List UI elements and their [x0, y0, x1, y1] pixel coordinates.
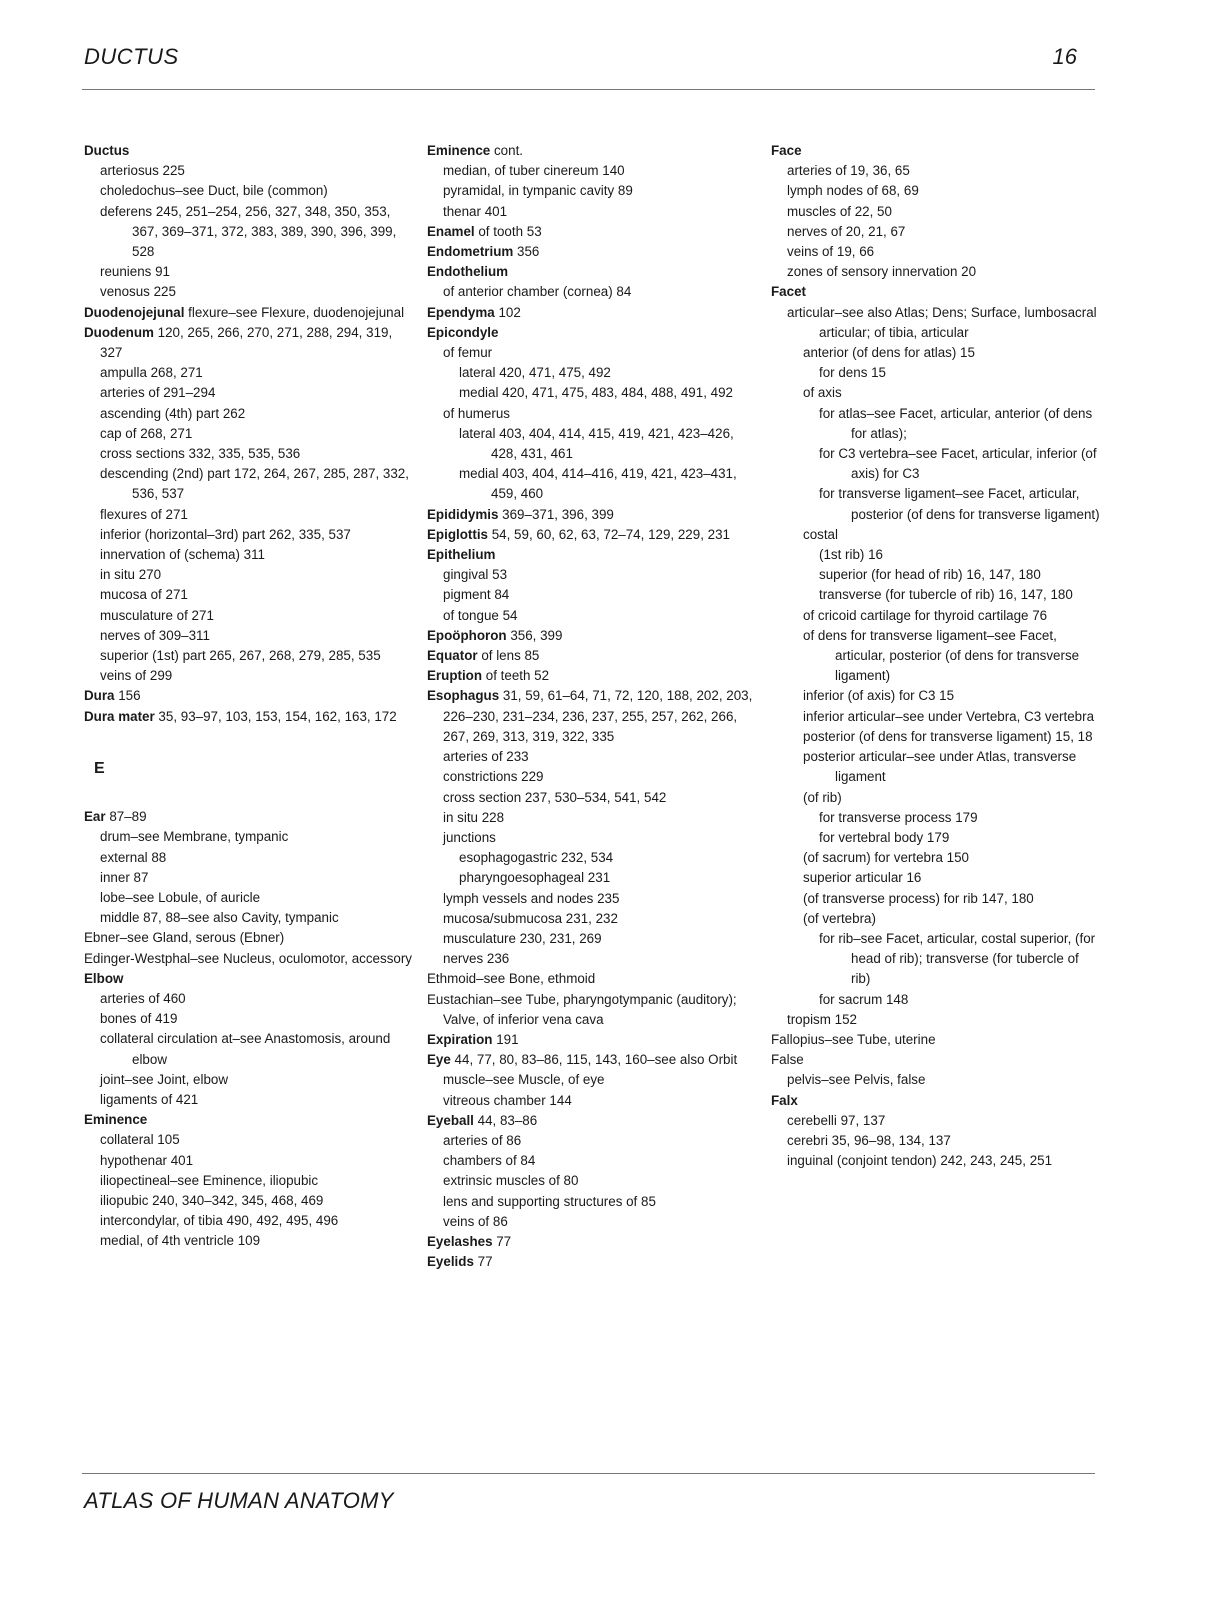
index-main-entry — [84, 969, 414, 989]
index-main-entry — [427, 1252, 762, 1272]
index-main-entry — [427, 242, 762, 262]
entry-headword: Eyelashes — [427, 1233, 493, 1249]
section-letter: E — [94, 759, 105, 777]
index-subentry: cap of 268, 271 — [100, 425, 193, 441]
entry-headword: Elbow — [84, 970, 124, 986]
index-subentry: lymph vessels and nodes 235 — [443, 890, 620, 906]
index-main-entry — [771, 1030, 1101, 1050]
entry-headword: Eruption — [427, 668, 483, 684]
index-subentry: veins of 19, 66 — [787, 244, 875, 260]
index-main-entry — [84, 928, 414, 948]
index-subentry: nerves 236 — [443, 951, 510, 967]
entry-headword: Ependyma — [427, 304, 495, 320]
index-subentry: cerebri 35, 96–98, 134, 137 — [787, 1132, 951, 1148]
index-subentry: medial 420, 471, 475, 483, 484, 488, 491, 492 — [459, 385, 733, 401]
index-subentry: (of rib) — [803, 789, 842, 805]
entry-locators: 356 — [513, 244, 540, 260]
index-subentry: medial 403, 404, 414–416, 419, 421, 423–431, 459, 460 — [459, 466, 737, 502]
index-subentry: for vertebral body 179 — [819, 829, 950, 845]
index-subentry: for C3 vertebra–see Facet, articular, inferior (of axis) for C3 — [819, 446, 1097, 482]
index-subentry: pelvis–see Pelvis, false — [787, 1072, 926, 1088]
page-number: 16 — [1052, 44, 1077, 69]
index-main-entry — [427, 1232, 762, 1252]
entry-locators: of lens 85 — [477, 648, 540, 664]
index-subentry: for atlas–see Facet, articular, anterior (of dens for atlas); — [819, 405, 1093, 441]
index-main-entry — [427, 686, 762, 747]
index-subentry: transverse (for tubercle of rib) 16, 147, 180 — [819, 587, 1073, 603]
index-subentry: musculature 230, 231, 269 — [443, 930, 602, 946]
entry-locators: Eustachian–see Tube, pharyngotympanic (auditory); Valve, of inferior vena cava — [427, 991, 737, 1027]
entry-headword: Enamel — [427, 223, 475, 239]
index-subentry: mucosa of 271 — [100, 587, 188, 603]
index-subentry: esophagogastric 232, 534 — [459, 850, 614, 866]
index-subentry: vitreous chamber 144 — [443, 1092, 572, 1108]
running-head: DUCTUS — [84, 44, 179, 69]
index-subentry: of tongue 54 — [443, 607, 518, 623]
entry-locators: 44, 77, 80, 83–86, 115, 143, 160–see also Orbit — [450, 1052, 738, 1068]
entry-locators: 44, 83–86 — [473, 1112, 538, 1128]
index-subentry: lens and supporting structures of 85 — [443, 1193, 656, 1209]
index-subentry: arteries of 19, 36, 65 — [787, 163, 910, 179]
index-subentry: iliopectineal–see Eminence, iliopubic — [100, 1172, 319, 1188]
entry-locators: 77 — [473, 1254, 493, 1270]
index-subentry: drum–see Membrane, tympanic — [100, 829, 289, 845]
index-subentry: posterior articular–see under Atlas, transverse ligament — [803, 749, 1077, 785]
index-subentry: tropism 152 — [787, 1011, 857, 1027]
entry-headword: Esophagus — [427, 688, 500, 704]
index-subentry: inferior (horizontal–3rd) part 262, 335, 537 — [100, 526, 351, 542]
index-subentry: innervation of (schema) 311 — [100, 547, 265, 563]
entry-headword: Eyelids — [427, 1254, 474, 1270]
footer-rule — [82, 1473, 1095, 1474]
entry-headword: Duodenojejunal — [84, 304, 185, 320]
index-subentry: for transverse ligament–see Facet, articular, posterior (of dens for transverse ligament) — [819, 486, 1100, 522]
index-subentry: (of sacrum) for vertebra 150 — [803, 850, 969, 866]
entry-headword: Equator — [427, 648, 478, 664]
entry-headword: Epithelium — [427, 547, 496, 563]
entry-locators: 369–371, 396, 399 — [498, 506, 614, 522]
index-subentry: (1st rib) 16 — [819, 547, 883, 563]
index-subentry: lobe–see Lobule, of auricle — [100, 889, 261, 905]
entry-headword: Expiration — [427, 1031, 493, 1047]
index-subentry: intercondylar, of tibia 490, 492, 495, 496 — [100, 1213, 339, 1229]
index-subentry: zones of sensory innervation 20 — [787, 264, 977, 280]
index-subentry: anterior (of dens for atlas) 15 — [803, 345, 975, 361]
entry-headword: Eminence — [84, 1112, 148, 1128]
index-subentry: in situ 228 — [443, 809, 505, 825]
entry-locators: 191 — [492, 1031, 519, 1047]
index-subentry: of humerus — [443, 405, 510, 421]
index-subentry: of femur — [443, 345, 493, 361]
entry-headword: Eminence — [427, 143, 491, 158]
index-subentry: ampulla 268, 271 — [100, 365, 203, 381]
index-column-1 — [84, 141, 414, 1252]
index-main-entry — [427, 262, 762, 282]
index-main-entry — [427, 1111, 762, 1131]
index-main-entry — [427, 626, 762, 646]
index-main-entry — [84, 707, 414, 727]
entry-headword: Epicondyle — [427, 324, 499, 340]
index-subentry: bones of 419 — [100, 1011, 178, 1027]
index-subentry: iliopubic 240, 340–342, 345, 468, 469 — [100, 1192, 324, 1208]
entry-headword: Duodenum — [84, 324, 154, 340]
index-subentry: of cricoid cartilage for thyroid cartilage 76 — [803, 607, 1048, 623]
entry-locators: 356, 399 — [506, 627, 563, 643]
index-subentry: arteries of 86 — [443, 1132, 522, 1148]
entry-headword: Falx — [771, 1092, 798, 1108]
entry-headword: Ear — [84, 809, 106, 825]
index-subentry: of anterior chamber (cornea) 84 — [443, 284, 632, 300]
entry-headword: Dura mater — [84, 708, 155, 724]
entry-locators: 87–89 — [105, 809, 147, 825]
index-subentry: lateral 403, 404, 414, 415, 419, 421, 423–426, 428, 431, 461 — [459, 425, 734, 462]
entry-locators: 102 — [494, 304, 521, 320]
entry-locators: of teeth 52 — [482, 668, 550, 684]
index-subentry: ascending (4th) part 262 — [100, 405, 246, 421]
index-main-entry — [427, 1030, 762, 1050]
index-main-entry — [427, 545, 762, 565]
index-subentry: median, of tuber cinereum 140 — [443, 163, 625, 179]
index-subentry: collateral circulation at–see Anastomosis, around elbow — [100, 1031, 391, 1067]
entry-locators: 54, 59, 60, 62, 63, 72–74, 129, 229, 231 — [488, 526, 730, 542]
index-subentry: venosus 225 — [100, 284, 176, 300]
index-main-entry — [427, 969, 762, 989]
index-subentry: arteriosus 225 — [100, 163, 185, 179]
index-subentry: veins of 299 — [100, 668, 173, 684]
index-subentry: superior articular 16 — [803, 870, 922, 886]
index-subentry: of axis — [803, 385, 842, 401]
index-subentry: constrictions 229 — [443, 769, 544, 785]
entry-headword: Endometrium — [427, 244, 514, 260]
index-subentry: nerves of 309–311 — [100, 627, 210, 643]
entry-headword: Epiglottis — [427, 526, 488, 542]
header-rule — [82, 89, 1095, 90]
index-main-entry — [427, 505, 762, 525]
index-subentry: joint–see Joint, elbow — [100, 1071, 229, 1087]
index-subentry: cross section 237, 530–534, 541, 542 — [443, 789, 667, 805]
index-subentry: for dens 15 — [819, 365, 886, 381]
index-main-entry — [771, 141, 1101, 161]
index-subentry: chambers of 84 — [443, 1153, 536, 1169]
index-subentry: pyramidal, in tympanic cavity 89 — [443, 183, 633, 199]
index-subentry: thenar 401 — [443, 203, 508, 219]
index-subentry: arteries of 233 — [443, 749, 529, 765]
index-main-entry — [84, 303, 414, 323]
entry-locators: 120, 265, 266, 270, 271, 288, 294, 319, 327 — [100, 324, 393, 361]
index-subentry: posterior (of dens for transverse ligament) 15, 18 — [803, 728, 1093, 744]
index-main-entry — [427, 141, 762, 161]
index-main-entry — [427, 222, 762, 242]
index-main-entry — [771, 1050, 1101, 1070]
index-subentry: arteries of 460 — [100, 990, 186, 1006]
index-subentry: junctions — [443, 829, 496, 845]
index-subentry: pigment 84 — [443, 587, 510, 603]
entry-headword: Face — [771, 143, 802, 158]
index-main-entry — [84, 949, 414, 969]
index-subentry: (of vertebra) — [803, 910, 876, 926]
entry-headword: Ductus — [84, 143, 130, 158]
entry-locators: 77 — [492, 1233, 512, 1249]
index-subentry: nerves of 20, 21, 67 — [787, 223, 906, 239]
entry-locators: Ebner–see Gland, serous (Ebner) — [84, 930, 285, 946]
index-main-entry — [84, 807, 414, 827]
index-subentry: in situ 270 — [100, 567, 162, 583]
index-subentry: choledochus–see Duct, bile (common) — [100, 183, 328, 199]
index-subentry: lymph nodes of 68, 69 — [787, 183, 919, 199]
index-main-entry — [427, 323, 762, 343]
entry-headword: Dura — [84, 688, 115, 704]
index-main-entry — [427, 990, 762, 1030]
entry-headword: Facet — [771, 284, 806, 300]
index-subentry: arteries of 291–294 — [100, 385, 216, 401]
index-main-entry — [427, 303, 762, 323]
index-subentry: articular–see also Atlas; Dens; Surface, lumbosacral articular; of tibia, articular — [787, 304, 1097, 340]
index-subentry: inferior (of axis) for C3 15 — [803, 688, 955, 704]
entry-locators: False — [771, 1052, 804, 1068]
entry-headword: Eye — [427, 1052, 451, 1068]
index-main-entry — [427, 666, 762, 686]
index-subentry: for rib–see Facet, articular, costal superior, (for head of rib); transverse (for tubercle of rib) — [819, 930, 1096, 987]
index-subentry: for sacrum 148 — [819, 991, 909, 1007]
index-column-2 — [427, 141, 762, 1272]
index-subentry: muscle–see Muscle, of eye — [443, 1072, 605, 1088]
index-subentry: hypothenar 401 — [100, 1152, 194, 1168]
entry-headword: Eyeball — [427, 1112, 474, 1128]
index-subentry: cross sections 332, 335, 535, 536 — [100, 446, 301, 462]
index-main-entry — [84, 1110, 414, 1130]
index-subentry: veins of 86 — [443, 1213, 508, 1229]
entry-locators: Fallopius–see Tube, uterine — [771, 1031, 936, 1047]
index-main-entry — [771, 282, 1101, 302]
entry-locators: Ethmoid–see Bone, ethmoid — [427, 971, 596, 987]
index-column-3 — [771, 141, 1101, 1171]
index-subentry: for transverse process 179 — [819, 809, 978, 825]
index-subentry: middle 87, 88–see also Cavity, tympanic — [100, 910, 339, 926]
index-subentry: lateral 420, 471, 475, 492 — [459, 365, 611, 381]
index-subentry: musculature of 271 — [100, 607, 214, 623]
index-subentry: muscles of 22, 50 — [787, 203, 892, 219]
index-main-entry — [771, 1091, 1101, 1111]
index-subentry: deferens 245, 251–254, 256, 327, 348, 350, 353, 367, 369–371, 372, 383, 389, 390, 396, 399, 528 — [100, 203, 397, 260]
entry-locators: Edinger-Westphal–see Nucleus, oculomotor, accessory — [84, 950, 412, 966]
index-subentry: extrinsic muscles of 80 — [443, 1173, 579, 1189]
index-subentry: descending (2nd) part 172, 264, 267, 285, 287, 332, 536, 537 — [100, 466, 409, 502]
index-main-entry — [84, 686, 414, 706]
entry-headword: Epididymis — [427, 506, 499, 522]
entry-headword: Epoöphoron — [427, 627, 507, 643]
index-main-entry — [427, 646, 762, 666]
index-subentry: flexures of 271 — [100, 506, 188, 522]
index-subentry: gingival 53 — [443, 567, 508, 583]
index-subentry: superior (1st) part 265, 267, 268, 279, 285, 535 — [100, 648, 381, 664]
index-main-entry — [84, 141, 414, 161]
index-subentry: medial, of 4th ventricle 109 — [100, 1233, 261, 1249]
index-subentry: cerebelli 97, 137 — [787, 1112, 886, 1128]
index-main-entry — [427, 1050, 762, 1070]
index-main-entry — [84, 323, 414, 363]
index-subentry: pharyngoesophageal 231 — [459, 870, 611, 886]
index-subentry: collateral 105 — [100, 1132, 180, 1148]
entry-locators: cont. — [490, 143, 524, 158]
index-subentry: superior (for head of rib) 16, 147, 180 — [819, 567, 1041, 583]
index-subentry: external 88 — [100, 849, 167, 865]
entry-locators: 35, 93–97, 103, 153, 154, 162, 163, 172 — [154, 708, 397, 724]
entry-locators: 31, 59, 61–64, 71, 72, 120, 188, 202, 203, 226–230, 231–234, 236, 237, 255, 257, 262, 266, 267, 269, 313, 319, 322, 335 — [443, 688, 753, 744]
index-subentry: reuniens 91 — [100, 264, 170, 280]
index-subentry: mucosa/submucosa 231, 232 — [443, 910, 618, 926]
index-main-entry — [427, 525, 762, 545]
index-subentry: of dens for transverse ligament–see Facet, articular, posterior (of dens for transverse ligament) — [803, 627, 1080, 684]
entry-headword: Endothelium — [427, 264, 509, 280]
index-subentry: (of transverse process) for rib 147, 180 — [803, 890, 1034, 906]
entry-locators: flexure–see Flexure, duodenojejunal — [184, 304, 405, 320]
index-subentry: costal — [803, 526, 838, 542]
footer-title: ATLAS OF HUMAN ANATOMY — [84, 1488, 394, 1513]
index-subentry: ligaments of 421 — [100, 1091, 199, 1107]
entry-locators: of tooth 53 — [474, 223, 542, 239]
index-subentry: inferior articular–see under Vertebra, C3 vertebra — [803, 708, 1095, 724]
index-subentry: inner 87 — [100, 869, 149, 885]
index-subentry: inguinal (conjoint tendon) 242, 243, 245, 251 — [787, 1153, 1053, 1169]
entry-locators: 156 — [114, 688, 141, 704]
